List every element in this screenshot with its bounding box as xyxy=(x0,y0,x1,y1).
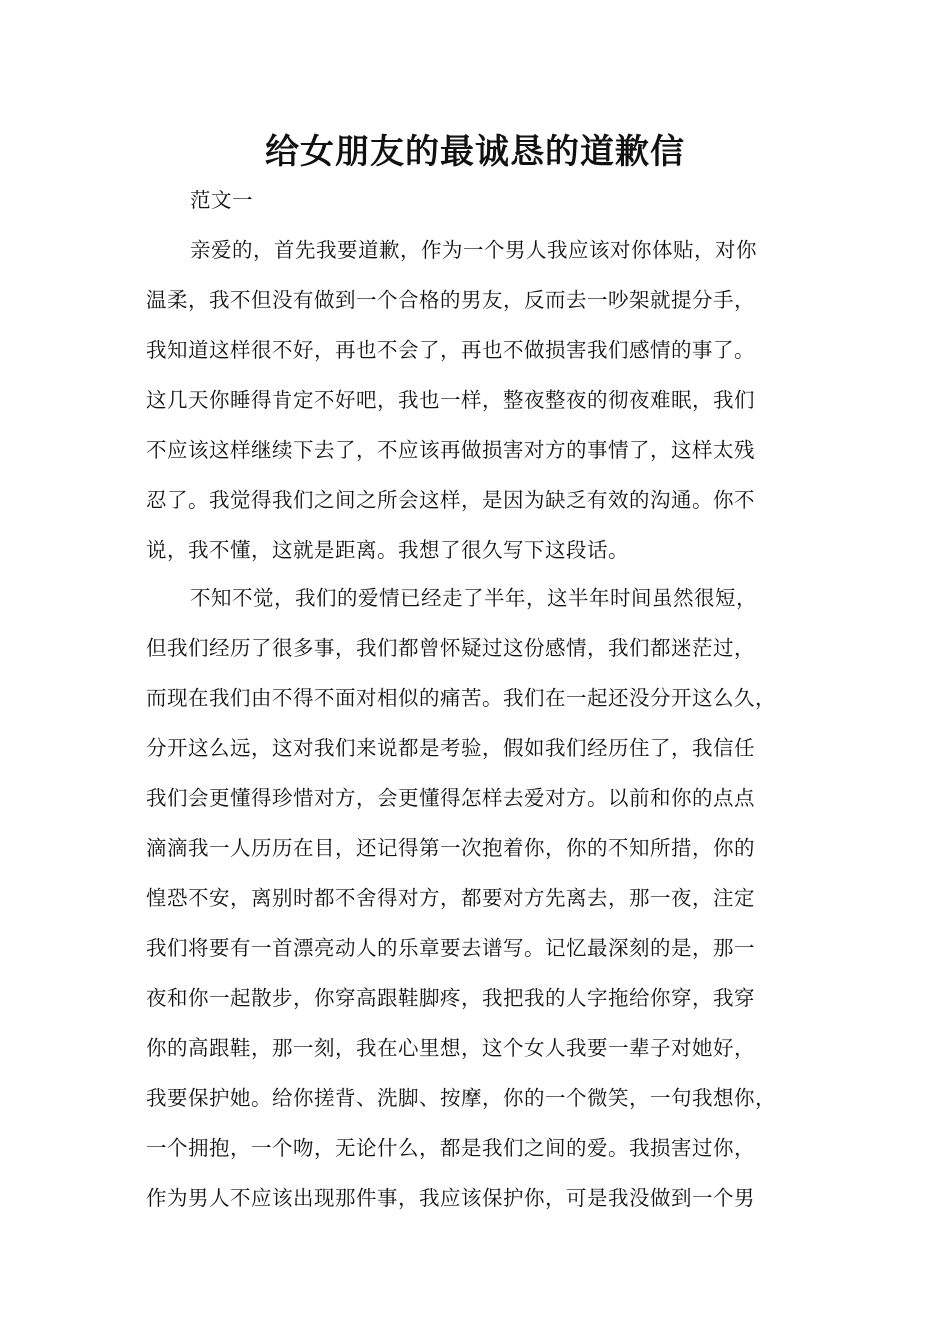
paragraph-line: 而现在我们由不得不面对相似的痛苦。我们在一起还没分开这么久， xyxy=(146,686,776,710)
paragraph-line: 一个拥抱，一个吻，无论什么，都是我们之间的爱。我损害过你， xyxy=(146,1136,755,1160)
paragraph-line: 温柔，我不但没有做到一个合格的男友，反而去一吵架就提分手， xyxy=(146,288,755,312)
paragraph-line: 我知道这样很不好，再也不会了，再也不做损害我们感情的事了。 xyxy=(146,338,755,362)
paragraph-line: 夜和你一起散步，你穿高跟鞋脚疼，我把我的人字拖给你穿，我穿 xyxy=(146,986,755,1010)
paragraph-line: 我们将要有一首漂亮动人的乐章要去谱写。记忆最深刻的是，那一 xyxy=(146,936,755,960)
paragraph-line: 不知不觉，我们的爱情已经走了半年，这半年时间虽然很短， xyxy=(190,586,757,610)
paragraph-line: 不应该这样继续下去了，不应该再做损害对方的事情了，这样太残 xyxy=(146,438,755,462)
paragraph-line: 作为男人不应该出现那件事，我应该保护你，可是我没做到一个男 xyxy=(146,1186,755,1210)
paragraph-line: 说，我不懂，这就是距离。我想了很久写下这段话。 xyxy=(146,538,629,562)
section-label: 范文一 xyxy=(190,188,253,212)
paragraph-line: 这几天你睡得肯定不好吧，我也一样，整夜整夜的彻夜难眠，我们 xyxy=(146,388,755,412)
paragraph-line: 滴滴我一人历历在目，还记得第一次抱着你，你的不知所措，你的 xyxy=(146,836,755,860)
paragraph-line: 分开这么远，这对我们来说都是考验，假如我们经历住了，我信任 xyxy=(146,736,755,760)
paragraph-line: 但我们经历了很多事，我们都曾怀疑过这份感情，我们都迷茫过， xyxy=(146,636,755,660)
paragraph-line: 惶恐不安，离别时都不舍得对方，都要对方先离去，那一夜，注定 xyxy=(146,886,755,910)
paragraph-line: 我们会更懂得珍惜对方，会更懂得怎样去爱对方。以前和你的点点 xyxy=(146,786,755,810)
paragraph-line: 忍了。我觉得我们之间之所会这样，是因为缺乏有效的沟通。你不 xyxy=(146,488,755,512)
paragraph-line: 亲爱的，首先我要道歉，作为一个男人我应该对你体贴，对你 xyxy=(190,238,757,262)
paragraph-line: 你的高跟鞋，那一刻，我在心里想，这个女人我要一辈子对她好， xyxy=(146,1036,755,1060)
paragraph-line: 我要保护她。给你搓背、洗脚、按摩，你的一个微笑，一句我想你， xyxy=(146,1086,776,1110)
document-title: 给女朋友的最诚恳的道歉信 xyxy=(265,132,685,172)
